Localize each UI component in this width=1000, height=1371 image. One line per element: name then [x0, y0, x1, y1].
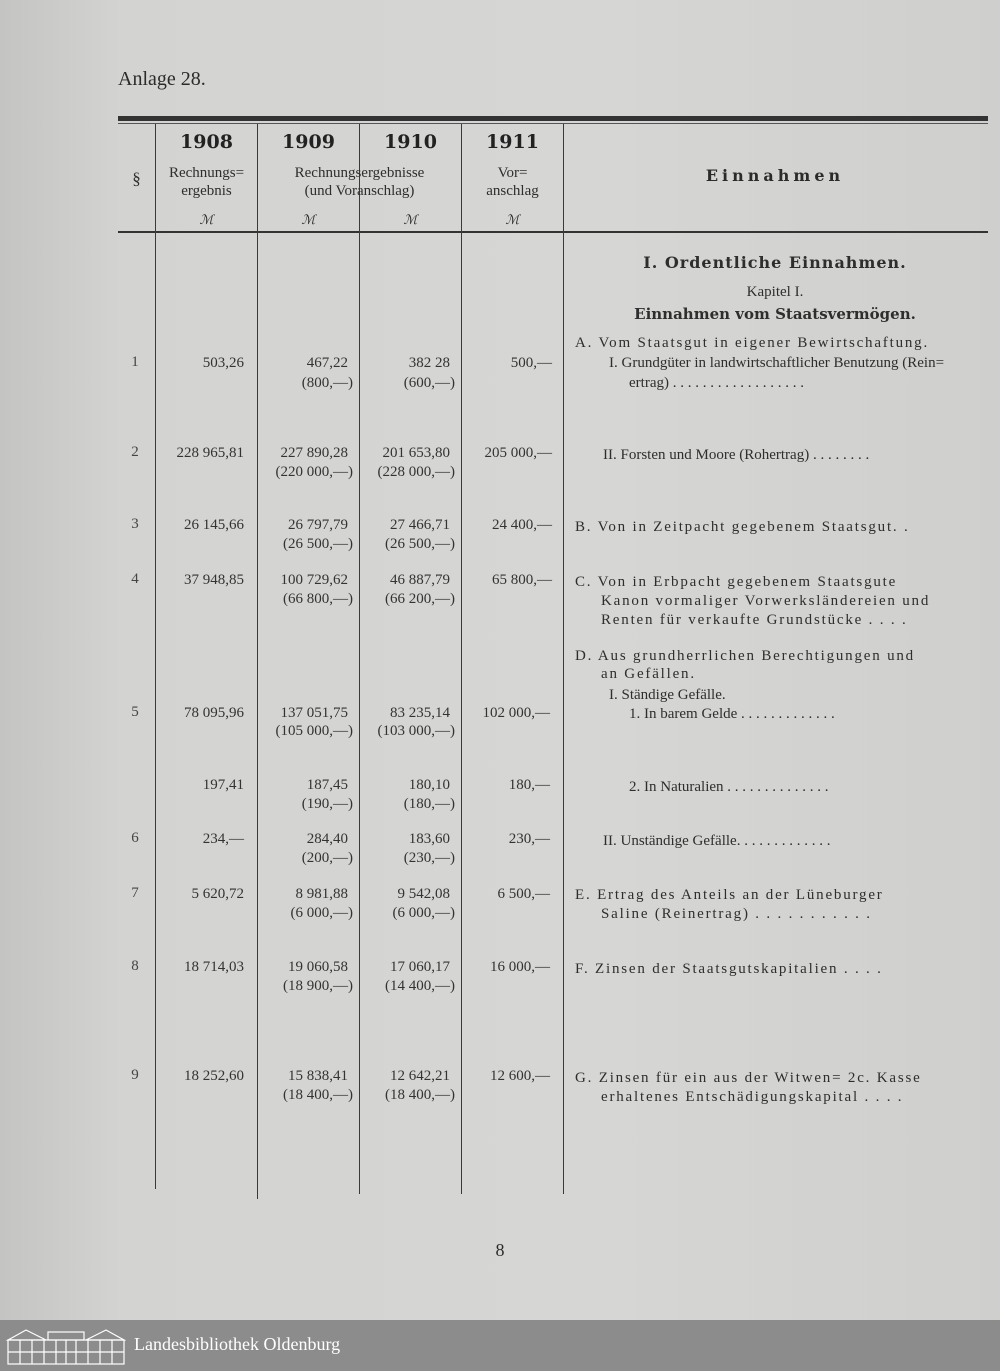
row-text: E. Ertrag des Anteils an der Lüneburger	[575, 887, 884, 903]
library-building-icon	[6, 1326, 126, 1366]
value-1910: 17 060,17	[390, 959, 450, 975]
unit-1911: ℳ	[505, 212, 520, 227]
value-1911: 180,—	[508, 777, 550, 793]
value-1911: 205 000,—	[484, 445, 552, 461]
value-1909-voranschlag: (200,—)	[301, 850, 353, 866]
row-text: I. Grundgüter in landwirtschaftlicher Benutzung (Rein=	[609, 355, 945, 371]
value-1908: 234,—	[202, 831, 244, 847]
row-number: 7	[131, 885, 139, 901]
value-1909-voranschlag: (18 400,—)	[283, 1087, 353, 1103]
value-1911: 65 800,—	[492, 572, 552, 588]
value-1910-voranschlag: (180,—)	[403, 796, 455, 812]
year-1909: 1909	[282, 131, 335, 153]
row-text: ertrag) . . . . . . . . . . . . . . . . . .	[629, 375, 804, 391]
header-1909-1910-line2: (und Voranschlag)	[304, 183, 415, 199]
value-1910: 9 542,08	[397, 886, 450, 902]
row-number: 2	[131, 444, 139, 460]
value-1910: 83 235,14	[390, 705, 450, 721]
value-1908: 197,41	[202, 777, 244, 793]
row-text: Saline (Reinertrag) . . . . . . . . . . .	[601, 906, 872, 922]
table-header-rule	[118, 231, 988, 233]
value-1909: 8 981,88	[295, 886, 348, 902]
column-divider	[563, 124, 564, 1194]
value-1910-voranschlag: (228 000,—)	[377, 464, 455, 480]
value-1908: 78 095,96	[184, 705, 244, 721]
row-text: II. Forsten und Moore (Rohertrag) . . . . . . . .	[603, 447, 870, 463]
unit-1910: ℳ	[403, 212, 418, 227]
value-1909: 227 890,28	[280, 445, 348, 461]
value-1909: 100 729,62	[280, 572, 348, 588]
section-header: §	[132, 169, 141, 188]
value-1910-voranschlag: (6 000,—)	[392, 905, 455, 921]
value-1910: 27 466,71	[390, 517, 450, 533]
value-1910-voranschlag: (230,—)	[403, 850, 455, 866]
value-1911: 500,—	[510, 355, 552, 371]
column-divider	[359, 124, 360, 1194]
header-1911-line2: anschlag	[486, 183, 539, 199]
table-top-rule-thin	[118, 123, 988, 124]
anlage-label: Anlage 28.	[118, 68, 206, 90]
value-1910-voranschlag: (26 500,—)	[385, 536, 455, 552]
header-1908-label	[156, 164, 257, 200]
header-1911-label	[462, 164, 563, 200]
value-1910: 180,10	[408, 777, 450, 793]
row-text: 2. In Naturalien . . . . . . . . . . . . . .	[629, 779, 829, 795]
row-text: Renten für verkaufte Grundstücke . . . .	[601, 612, 908, 628]
value-1909-voranschlag: (18 900,—)	[283, 978, 353, 994]
unit-1908: ℳ	[199, 212, 214, 227]
year-1908: 1908	[180, 131, 233, 153]
row-text: 1. In barem Gelde . . . . . . . . . . . . .	[629, 706, 835, 722]
section-d-i-heading: I. Ständige Gefälle.	[609, 687, 726, 703]
row-number: 5	[131, 704, 139, 720]
header-1908-label-line2: ergebnis	[181, 183, 232, 199]
row-number: 8	[131, 958, 139, 974]
value-1909-voranschlag: (220 000,—)	[275, 464, 353, 480]
section-d-heading-cont: an Gefällen.	[601, 666, 696, 682]
value-1910: 183,60	[408, 831, 450, 847]
kapitel-heading: Kapitel I.	[746, 284, 804, 300]
header-1909-1910-line1: Rechnungsergebnisse	[294, 165, 425, 181]
value-1910: 12 642,21	[390, 1068, 450, 1084]
header-1909-1910-label	[258, 164, 461, 200]
row-number: 4	[131, 571, 139, 587]
value-1911: 24 400,—	[492, 517, 552, 533]
row-text: Kanon vormaliger Vorwerksländereien und	[601, 593, 931, 609]
value-1911: 16 000,—	[490, 959, 550, 975]
row-text: erhaltenes Entschädigungskapital . . . .	[601, 1089, 904, 1105]
value-1910-voranschlag: (18 400,—)	[385, 1087, 455, 1103]
value-1908: 228 965,81	[176, 445, 244, 461]
value-1909: 26 797,79	[288, 517, 348, 533]
row-text: II. Unständige Gefälle. . . . . . . . . . . . .	[603, 833, 831, 849]
section-a-heading: A. Vom Staatsgut in eigener Bewirtschaftung.	[575, 335, 930, 351]
value-1910-voranschlag: (600,—)	[403, 375, 455, 391]
value-1909-voranschlag: (66 800,—)	[283, 591, 353, 607]
header-1911-line1: Vor=	[497, 165, 528, 181]
value-1909: 467,22	[306, 355, 348, 371]
header-1908-label-line1: Rechnungs=	[168, 165, 245, 181]
value-1911: 102 000,—	[482, 705, 550, 721]
value-1910: 201 653,80	[382, 445, 450, 461]
value-1908: 18 252,60	[184, 1068, 244, 1084]
part-heading: I. Ordentliche Einnahmen.	[643, 254, 907, 272]
year-1911: 1911	[486, 131, 539, 153]
unit-1909: ℳ	[301, 212, 316, 227]
value-1910-voranschlag: (14 400,—)	[385, 978, 455, 994]
table-top-rule	[118, 116, 988, 121]
page-number: 8	[495, 1240, 505, 1260]
value-1910: 382 28	[408, 355, 450, 371]
value-1909-voranschlag: (800,—)	[301, 375, 353, 391]
row-text: C. Von in Erbpacht gegebenem Staatsgute	[575, 574, 898, 590]
einnahmen-header: Einnahmen	[705, 166, 845, 185]
value-1909-voranschlag: (26 500,—)	[283, 536, 353, 552]
value-1908: 503,26	[202, 355, 244, 371]
value-1909: 19 060,58	[288, 959, 348, 975]
value-1909: 137 051,75	[280, 705, 348, 721]
value-1908: 26 145,66	[184, 517, 244, 533]
row-number: 1	[131, 354, 139, 370]
value-1909: 284,40	[306, 831, 348, 847]
value-1911: 6 500,—	[497, 886, 550, 902]
row-number: 9	[131, 1067, 139, 1083]
value-1911: 12 600,—	[490, 1068, 550, 1084]
row-number: 6	[131, 830, 139, 846]
value-1908: 5 620,72	[191, 886, 244, 902]
row-text: B. Von in Zeitpacht gegebenem Staatsgut. .	[575, 519, 910, 535]
column-divider	[461, 124, 462, 1194]
value-1909-voranschlag: (105 000,—)	[275, 723, 353, 739]
value-1908: 18 714,03	[184, 959, 244, 975]
library-footer	[0, 1320, 1000, 1371]
column-divider	[155, 124, 156, 1189]
value-1908: 37 948,85	[184, 572, 244, 588]
row-text: G. Zinsen für ein aus der Witwen= 2c. Kasse	[575, 1070, 922, 1086]
value-1910-voranschlag: (66 200,—)	[385, 591, 455, 607]
row-number: 3	[131, 516, 139, 532]
section-d-heading: D. Aus grundherrlichen Berechtigungen und	[575, 648, 915, 664]
row-text: F. Zinsen der Staatsgutskapitalien . . . .	[575, 961, 883, 977]
year-1910: 1910	[384, 131, 437, 153]
column-divider	[257, 124, 258, 1199]
library-name: Landesbibliothek Oldenburg	[134, 1334, 341, 1354]
kapitel-title: Einnahmen vom Staatsvermögen.	[634, 305, 916, 323]
value-1910: 46 887,79	[390, 572, 450, 588]
value-1909-voranschlag: (6 000,—)	[290, 905, 353, 921]
value-1909-voranschlag: (190,—)	[301, 796, 353, 812]
value-1909: 15 838,41	[288, 1068, 348, 1084]
value-1909: 187,45	[306, 777, 348, 793]
value-1911: 230,—	[508, 831, 550, 847]
value-1910-voranschlag: (103 000,—)	[377, 723, 455, 739]
